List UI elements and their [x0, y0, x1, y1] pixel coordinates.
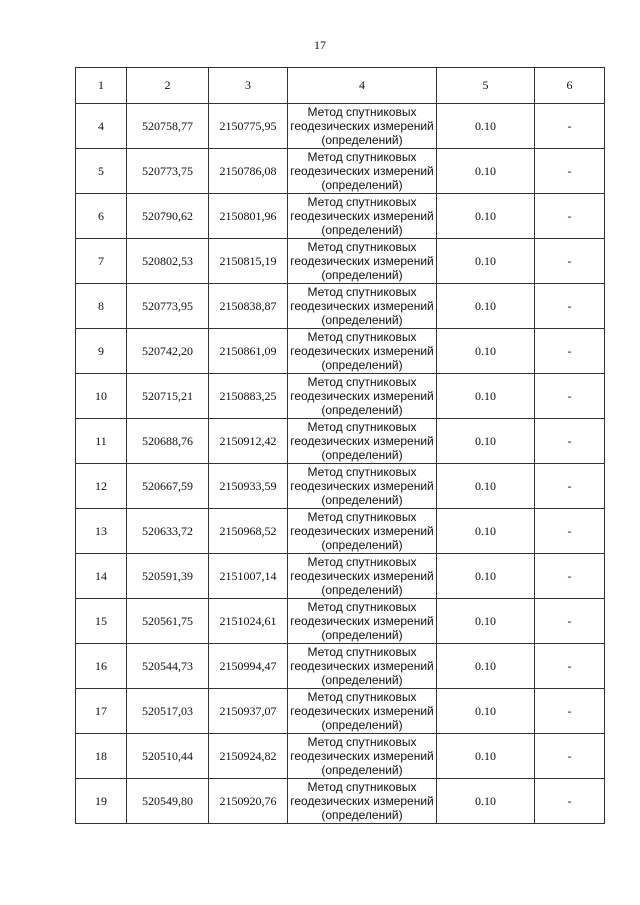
table-row	[76, 599, 605, 644]
cell-x-coordinate: 520688,76	[127, 419, 209, 464]
cell-accuracy: 0.10	[437, 149, 535, 194]
cell-point-number: 11	[76, 419, 127, 464]
cell-method: Метод спутниковых геодезических измерений (определений)	[288, 734, 437, 779]
cell-method: Метод спутниковых геодезических измерений (определений)	[288, 194, 437, 239]
cell-accuracy: 0.10	[437, 104, 535, 149]
cell-accuracy: 0.10	[437, 329, 535, 374]
cell-note: -	[535, 104, 605, 149]
cell-y-coordinate: 2150937,07	[209, 689, 288, 734]
cell-note: -	[535, 509, 605, 554]
cell-point-number: 7	[76, 239, 127, 284]
cell-x-coordinate: 520510,44	[127, 734, 209, 779]
cell-accuracy: 0.10	[437, 239, 535, 284]
cell-x-coordinate: 520667,59	[127, 464, 209, 509]
cell-point-number: 19	[76, 779, 127, 824]
cell-accuracy: 0.10	[437, 779, 535, 824]
cell-y-coordinate: 2150912,42	[209, 419, 288, 464]
cell-accuracy: 0.10	[437, 419, 535, 464]
cell-y-coordinate: 2151007,14	[209, 554, 288, 599]
cell-method: Метод спутниковых геодезических измерений (определений)	[288, 239, 437, 284]
cell-method: Метод спутниковых геодезических измерений (определений)	[288, 644, 437, 689]
table-row	[76, 329, 605, 374]
column-header-accuracy: 5	[437, 68, 535, 104]
table-row	[76, 464, 605, 509]
cell-method: Метод спутниковых геодезических измерений (определений)	[288, 104, 437, 149]
cell-note: -	[535, 374, 605, 419]
cell-method: Метод спутниковых геодезических измерений (определений)	[288, 149, 437, 194]
cell-y-coordinate: 2150786,08	[209, 149, 288, 194]
cell-x-coordinate: 520561,75	[127, 599, 209, 644]
cell-y-coordinate: 2150861,09	[209, 329, 288, 374]
table-row	[76, 554, 605, 599]
cell-point-number: 17	[76, 689, 127, 734]
cell-point-number: 5	[76, 149, 127, 194]
cell-x-coordinate: 520549,80	[127, 779, 209, 824]
table-row	[76, 779, 605, 824]
cell-x-coordinate: 520802,53	[127, 239, 209, 284]
cell-method: Метод спутниковых геодезических измерений (определений)	[288, 689, 437, 734]
table-row	[76, 149, 605, 194]
cell-point-number: 6	[76, 194, 127, 239]
cell-y-coordinate: 2150924,82	[209, 734, 288, 779]
cell-x-coordinate: 520544,73	[127, 644, 209, 689]
cell-point-number: 12	[76, 464, 127, 509]
cell-method: Метод спутниковых геодезических измерений (определений)	[288, 779, 437, 824]
cell-accuracy: 0.10	[437, 464, 535, 509]
cell-point-number: 16	[76, 644, 127, 689]
cell-note: -	[535, 464, 605, 509]
cell-x-coordinate: 520790,62	[127, 194, 209, 239]
column-header-y: 3	[209, 68, 288, 104]
cell-accuracy: 0.10	[437, 554, 535, 599]
cell-note: -	[535, 329, 605, 374]
cell-note: -	[535, 419, 605, 464]
cell-method: Метод спутниковых геодезических измерений (определений)	[288, 284, 437, 329]
table-header-row	[76, 68, 605, 104]
cell-accuracy: 0.10	[437, 284, 535, 329]
cell-point-number: 9	[76, 329, 127, 374]
column-header-note: 6	[535, 68, 605, 104]
cell-y-coordinate: 2150775,95	[209, 104, 288, 149]
cell-point-number: 15	[76, 599, 127, 644]
cell-accuracy: 0.10	[437, 509, 535, 554]
cell-note: -	[535, 689, 605, 734]
cell-note: -	[535, 284, 605, 329]
cell-note: -	[535, 644, 605, 689]
cell-x-coordinate: 520773,95	[127, 284, 209, 329]
cell-method: Метод спутниковых геодезических измерений (определений)	[288, 554, 437, 599]
cell-x-coordinate: 520742,20	[127, 329, 209, 374]
cell-x-coordinate: 520517,03	[127, 689, 209, 734]
cell-note: -	[535, 599, 605, 644]
cell-y-coordinate: 2150838,87	[209, 284, 288, 329]
cell-method: Метод спутниковых геодезических измерений (определений)	[288, 464, 437, 509]
cell-y-coordinate: 2150801,96	[209, 194, 288, 239]
table-row	[76, 104, 605, 149]
table-row	[76, 734, 605, 779]
cell-x-coordinate: 520633,72	[127, 509, 209, 554]
page-number: 17	[314, 38, 326, 52]
cell-y-coordinate: 2150883,25	[209, 374, 288, 419]
cell-x-coordinate: 520773,75	[127, 149, 209, 194]
cell-point-number: 4	[76, 104, 127, 149]
cell-accuracy: 0.10	[437, 689, 535, 734]
cell-y-coordinate: 2150920,76	[209, 779, 288, 824]
cell-point-number: 13	[76, 509, 127, 554]
cell-note: -	[535, 734, 605, 779]
table-row	[76, 689, 605, 734]
cell-note: -	[535, 554, 605, 599]
table-row	[76, 644, 605, 689]
cell-y-coordinate: 2150815,19	[209, 239, 288, 284]
column-header-method: 4	[288, 68, 437, 104]
cell-point-number: 8	[76, 284, 127, 329]
cell-method: Метод спутниковых геодезических измерений (определений)	[288, 329, 437, 374]
cell-x-coordinate: 520758,77	[127, 104, 209, 149]
cell-method: Метод спутниковых геодезических измерений (определений)	[288, 599, 437, 644]
cell-note: -	[535, 779, 605, 824]
cell-accuracy: 0.10	[437, 599, 535, 644]
cell-accuracy: 0.10	[437, 644, 535, 689]
cell-method: Метод спутниковых геодезических измерений (определений)	[288, 374, 437, 419]
column-header-number: 1	[76, 68, 127, 104]
cell-note: -	[535, 239, 605, 284]
cell-x-coordinate: 520591,39	[127, 554, 209, 599]
cell-y-coordinate: 2150968,52	[209, 509, 288, 554]
cell-point-number: 14	[76, 554, 127, 599]
cell-accuracy: 0.10	[437, 374, 535, 419]
cell-method: Метод спутниковых геодезических измерений (определений)	[288, 509, 437, 554]
cell-note: -	[535, 194, 605, 239]
cell-accuracy: 0.10	[437, 194, 535, 239]
cell-method: Метод спутниковых геодезических измерений (определений)	[288, 419, 437, 464]
cell-note: -	[535, 149, 605, 194]
table-row	[76, 194, 605, 239]
coordinates-table	[75, 67, 605, 824]
table-row	[76, 239, 605, 284]
table-row	[76, 419, 605, 464]
cell-accuracy: 0.10	[437, 734, 535, 779]
cell-point-number: 10	[76, 374, 127, 419]
cell-x-coordinate: 520715,21	[127, 374, 209, 419]
column-header-x: 2	[127, 68, 209, 104]
table-row	[76, 284, 605, 329]
table-row	[76, 374, 605, 419]
cell-y-coordinate: 2150994,47	[209, 644, 288, 689]
cell-y-coordinate: 2151024,61	[209, 599, 288, 644]
table-row	[76, 509, 605, 554]
cell-y-coordinate: 2150933,59	[209, 464, 288, 509]
cell-point-number: 18	[76, 734, 127, 779]
